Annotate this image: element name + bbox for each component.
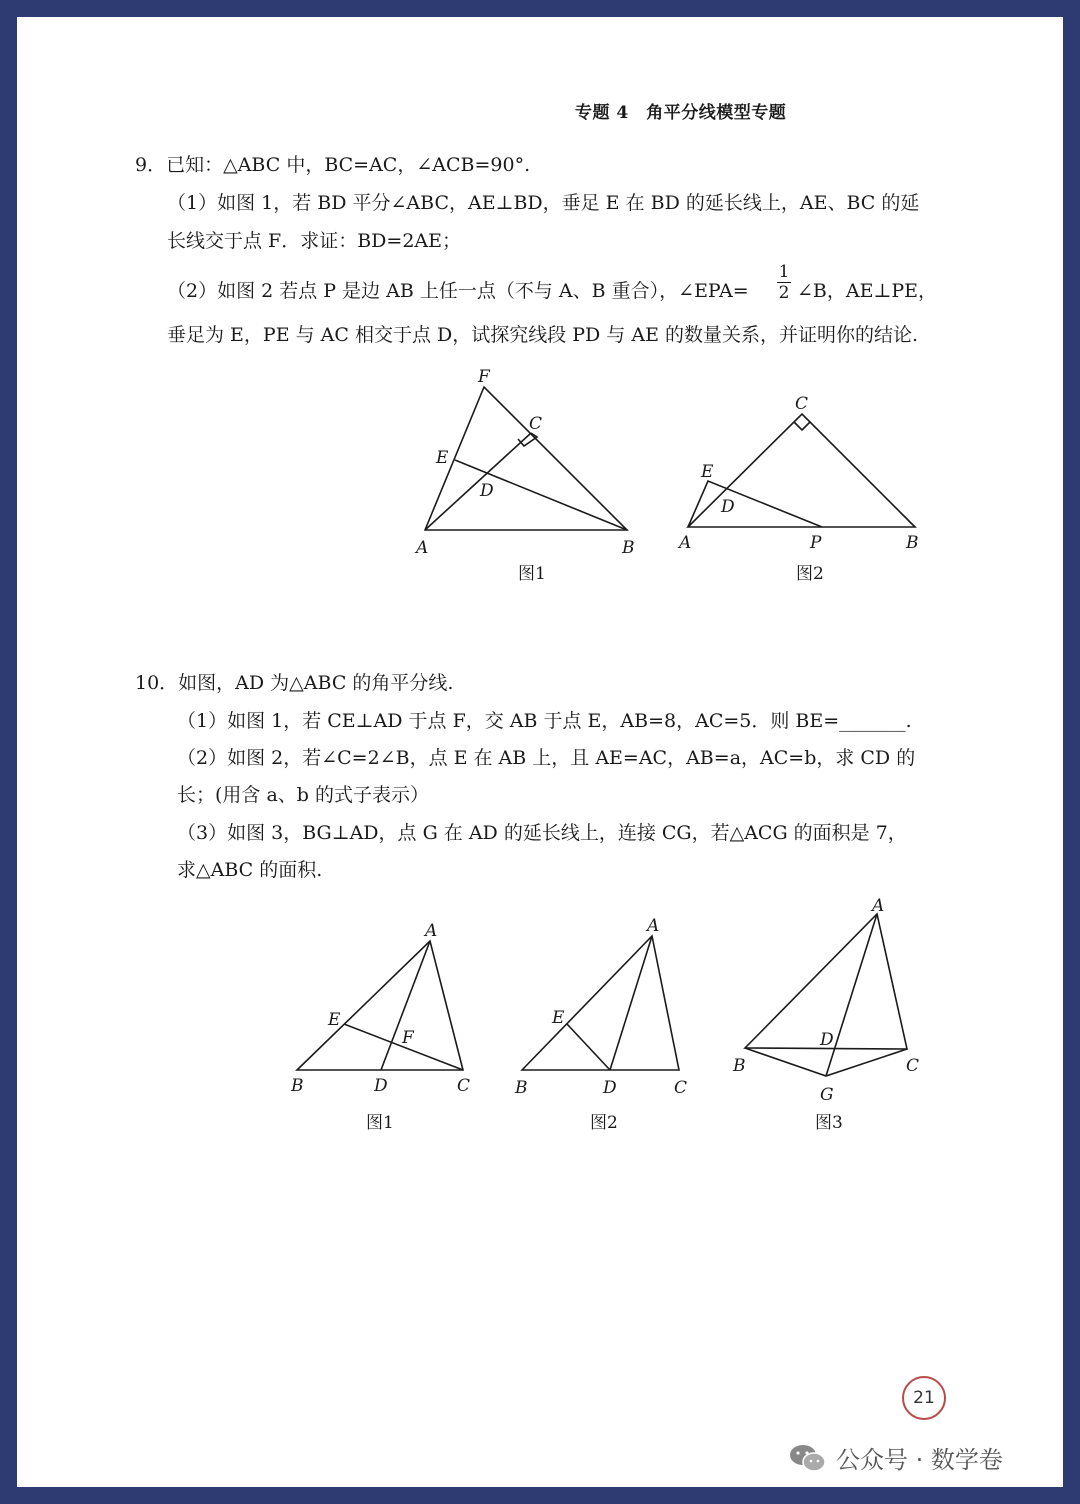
q10-line-4: 长；(用含 a、b 的式子表示） — [177, 784, 429, 806]
label-F: F — [478, 367, 490, 387]
page-number: 21 — [902, 1376, 946, 1420]
triangle-abc-10-2 — [522, 936, 679, 1070]
label-E2: E — [701, 462, 714, 482]
label-B-10-1: B — [291, 1076, 304, 1096]
label-A2: A — [679, 533, 692, 553]
caption-fig10-1: 图1 — [366, 1113, 394, 1133]
q10-line-3: （2）如图 2，若∠C=2∠B，点 E 在 AB 上，且 AE=AC，AB=a，AC=b，求 CD 的 — [177, 747, 916, 769]
wechat-icon — [788, 1443, 828, 1473]
label-A: A — [416, 538, 429, 558]
label-C-10-3: C — [906, 1056, 920, 1076]
caption-fig10-3: 图3 — [815, 1113, 843, 1133]
wechat-watermark — [788, 1440, 1003, 1475]
caption-fig9-2: 图2 — [796, 564, 824, 584]
label-A-10-1: A — [425, 921, 438, 941]
q9-line-1: 9．已知：△ABC 中，BC=AC，∠ACB=90°. — [135, 154, 531, 176]
label-C: C — [529, 414, 543, 434]
segment-ag-10-3 — [826, 914, 877, 1076]
label-E-10-2: E — [552, 1008, 565, 1028]
label-C-10-1: C — [457, 1076, 471, 1096]
q9-line-4a: （2）如图 2 若点 P 是边 AB 上任一点（不与 A、B 重合），∠EPA= — [167, 280, 749, 302]
label-D-10-2: D — [603, 1078, 617, 1098]
label-B: B — [622, 538, 635, 558]
q9-line-5: 垂足为 E，PE 与 AC 相交于点 D，试探究线段 PD 与 AE 的数量关系，并证明你的结论. — [167, 324, 919, 346]
q9-line-2: （1）如图 1，若 BD 平分∠ABC，AE⊥BD，垂足 E 在 BD 的延长线上，AE、BC 的延 — [167, 192, 920, 214]
q10-line-6: 求△ABC 的面积. — [177, 859, 323, 881]
segment-a-e-p — [688, 481, 822, 527]
fraction-numerator: 1 — [778, 262, 790, 282]
q10-line-1: 10．如图，AD 为△ABC 的角平分线. — [135, 672, 454, 694]
label-D: D — [480, 481, 494, 501]
label-D2: D — [721, 497, 735, 517]
label-C-10-2: C — [674, 1078, 688, 1098]
caption-fig9-1: 图1 — [518, 564, 546, 584]
label-E-10-1: E — [328, 1010, 341, 1030]
segment-ad-10-2 — [610, 936, 652, 1070]
label-G-10-3: G — [820, 1085, 834, 1105]
watermark-text: 公众号 · 数学卷 — [836, 1446, 1003, 1474]
label-B-10-3: B — [733, 1056, 746, 1076]
label-E: E — [436, 448, 449, 468]
label-C2: C — [795, 394, 809, 414]
fraction-denominator: 2 — [778, 283, 790, 303]
segment-ad-10-1 — [381, 941, 430, 1070]
segment-ed-10-2 — [567, 1024, 610, 1070]
chapter-header: 专题 4 角平分线模型专题 — [575, 103, 787, 123]
right-angle-mark-c2 — [794, 422, 810, 430]
q10-line-2: （1）如图 1，若 CE⊥AD 于点 F，交 AB 于点 E，AB=8，AC=5．则 BE=_______. — [177, 710, 912, 732]
label-B-10-2: B — [515, 1078, 528, 1098]
segment-b-g-c-10-3 — [745, 1048, 907, 1076]
label-A-10-3: A — [872, 896, 885, 916]
q9-line-3: 长线交于点 F．求证：BD=2AE； — [167, 230, 462, 252]
label-D-10-3: D — [820, 1030, 834, 1050]
label-A-10-2: A — [647, 916, 660, 936]
triangle-abc-10-3 — [745, 914, 907, 1049]
q9-line-4b: ∠B，AE⊥PE， — [797, 280, 937, 302]
caption-fig10-2: 图2 — [590, 1113, 618, 1133]
label-D-10-1: D — [374, 1076, 388, 1096]
label-B2: B — [906, 533, 919, 553]
right-angle-mark-c — [518, 433, 537, 446]
label-F-10-1: F — [402, 1028, 414, 1048]
q10-line-5: （3）如图 3，BG⊥AD，点 G 在 AD 的延长线上，连接 CG，若△ACG 的面积是 7， — [177, 822, 907, 844]
triangle-afb — [425, 387, 627, 530]
triangle-abc-10-1 — [297, 941, 463, 1070]
label-P2: P — [810, 533, 822, 553]
